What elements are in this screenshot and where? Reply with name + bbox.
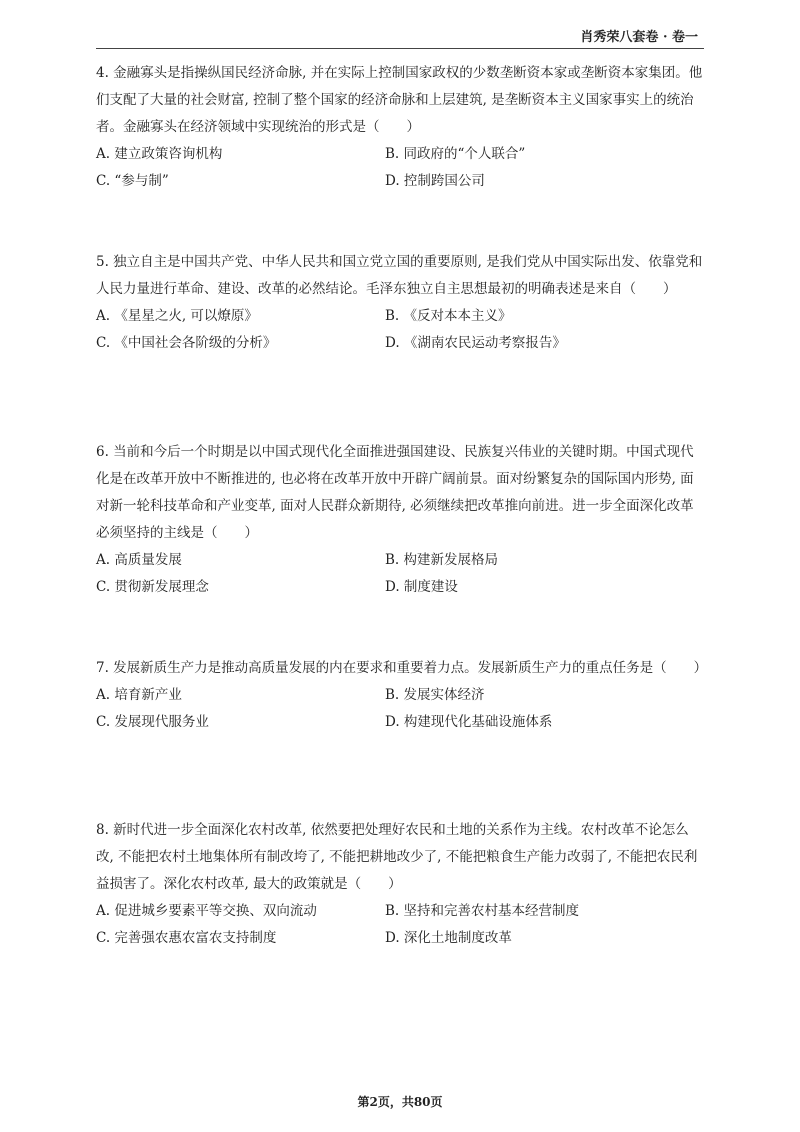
option-a: A. 促进城乡要素平等交换、双向流动 xyxy=(96,903,317,919)
option-c: C. “参与制” xyxy=(96,173,169,189)
option-d: D. 控制跨国公司 xyxy=(385,173,485,189)
option-c: C. 《中国社会各阶级的分析》 xyxy=(96,335,277,351)
options-grid xyxy=(96,682,706,736)
options-grid xyxy=(96,303,706,357)
question-stem: 6. 当前和今后一个时期是以中国式现代化全面推进强国建设、民族复兴伟业的关键时期。中国式现代化是在改革开放中不断推进的, 也必将在改革开放中开辟广阔前景。面对纷繁复杂的国际国内形势, 面对新一轮科技革命和产业变革, 面对人民群众新期待, 必须继续把改革推向前进。进一步全面深化改革必须坚持的主线是（ ） xyxy=(96,444,694,541)
options-grid xyxy=(96,898,706,952)
page-header xyxy=(96,20,704,49)
option-c: C. 完善强农惠农富农支持制度 xyxy=(96,930,277,946)
option-a: A. 建立政策咨询机构 xyxy=(96,146,223,162)
question-stem: 7. 发展新质生产力是推动高质量发展的内在要求和重要着力点。发展新质生产力的重点任务是（ ） xyxy=(96,660,708,676)
option-a: A. 《星星之火, 可以燎原》 xyxy=(96,308,258,324)
option-a: A. 培育新产业 xyxy=(96,687,182,703)
header-title: 肖秀荣八套卷 · 卷一 xyxy=(580,30,698,45)
question-7 xyxy=(96,655,706,736)
option-b: B. 同政府的“个人联合” xyxy=(385,146,526,162)
option-b: B. 构建新发展格局 xyxy=(385,552,499,568)
question-4 xyxy=(96,60,706,195)
options-grid xyxy=(96,547,706,601)
question-5 xyxy=(96,249,706,357)
option-d: D. 构建现代化基础设施体系 xyxy=(385,714,553,730)
question-6 xyxy=(96,439,706,601)
option-b: B. 坚持和完善农村基本经营制度 xyxy=(385,903,580,919)
question-stem: 8. 新时代进一步全面深化农村改革, 依然要把处理好农民和土地的关系作为主线。农村改革不论怎么改, 不能把农村土地集体所有制改垮了, 不能把耕地改少了, 不能把粮食生产能力改弱了, 不能把农民利益损害了。深化农村改革, 最大的政策就是（ ） xyxy=(96,822,698,892)
question-stem: 4. 金融寡头是指操纵国民经济命脉, 并在实际上控制国家政权的少数垄断资本家或垄断资本家集团。他们支配了大量的社会财富, 控制了整个国家的经济命脉和上层建筑, 是垄断资本主义国家事实上的统治者。金融寡头在经济领域中实现统治的形式是（ ） xyxy=(96,65,703,135)
option-d: D. 制度建设 xyxy=(385,579,458,595)
option-c: C. 贯彻新发展理念 xyxy=(96,579,209,595)
option-c: C. 发展现代服务业 xyxy=(96,714,209,730)
options-grid xyxy=(96,141,706,195)
question-8 xyxy=(96,817,706,952)
option-a: A. 高质量发展 xyxy=(96,552,182,568)
option-b: B. 《反对本本主义》 xyxy=(385,308,512,324)
option-d: D. 深化土地制度改革 xyxy=(385,930,512,946)
option-b: B. 发展实体经济 xyxy=(385,687,485,703)
page-number: 第2页，共80页 xyxy=(357,1095,443,1109)
option-d: D. 《湖南农民运动考察报告》 xyxy=(385,335,566,351)
question-stem: 5. 独立自主是中国共产党、中华人民共和国立党立国的重要原则, 是我们党从中国实际出发、依靠党和人民力量进行革命、建设、改革的必然结论。毛泽东独立自主思想最初的明确表述是来自（ ） xyxy=(96,254,703,297)
